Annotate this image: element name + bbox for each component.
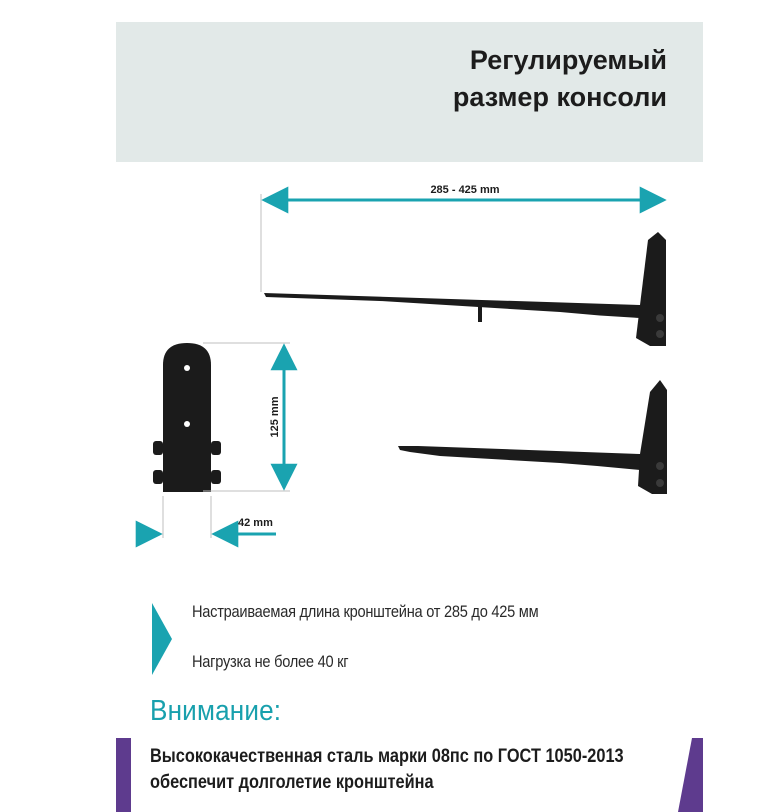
height-label: 125 mm bbox=[269, 396, 281, 438]
feature-load: Нагрузка не более 40 кг bbox=[192, 652, 349, 671]
attention-right-decor bbox=[678, 738, 703, 812]
bracket-retracted bbox=[398, 380, 667, 494]
attention-title: Внимание: bbox=[150, 695, 282, 727]
bracket-extended bbox=[264, 232, 666, 346]
feature-length: Настраиваемая длина кронштейна от 285 до 425 мм bbox=[192, 602, 539, 621]
attention-line-1: Высококачественная сталь марки 08пс по ГОСТ 1050-2013 bbox=[150, 746, 624, 767]
attention-left-bar bbox=[116, 738, 131, 812]
length-label: 285 - 425 mm bbox=[430, 184, 500, 196]
title-line-1: Регулируемый bbox=[469, 45, 667, 75]
features-arrow-icon bbox=[150, 603, 174, 675]
title-line-2: размер консоли bbox=[452, 82, 667, 112]
attention-line-2: обеспечит долголетие кронштейна bbox=[150, 772, 434, 793]
width-label: 42 mm bbox=[238, 517, 273, 529]
wall-plate bbox=[153, 343, 221, 492]
attention-text bbox=[150, 744, 624, 796]
